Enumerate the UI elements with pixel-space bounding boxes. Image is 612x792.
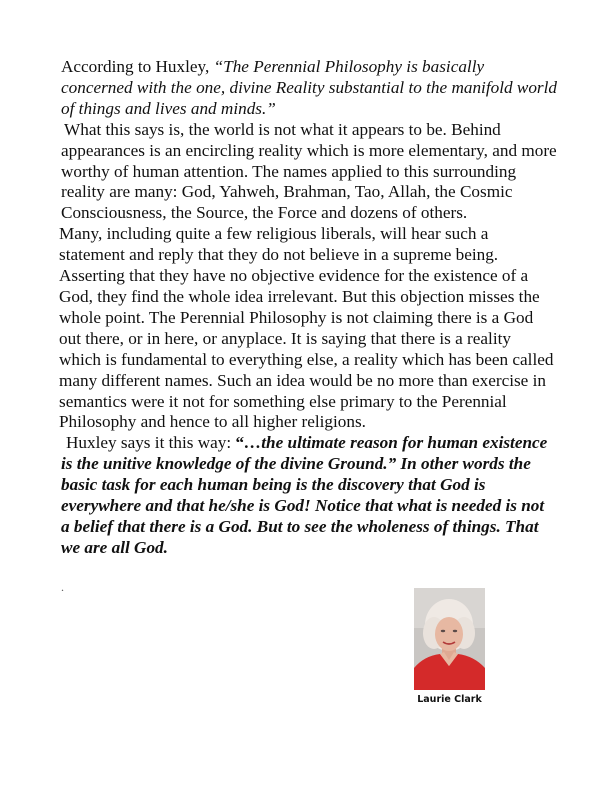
intro-paragraph [61, 57, 557, 120]
objection-paragraph: Many, including quite a few religious liberals, will hear such a statement and reply that they do not believe in a supreme being. Asserting that they have no objective evidence for the existence of a God, they find the whole idea irrelevant. But this objection misses the whole point. The Perennial Philosophy is not claiming there is a God out there, or in here, or anyplace. It is saying that there is a reality which is fundamental to everything else, a reality which has been called many different names. Such an idea would be no more than exercise in semantics were it not for something else primary to the Perennial Philosophy and hence to all higher religions. [59, 224, 554, 432]
author-caption: Laurie Clark [417, 694, 482, 705]
huxley-quote: “The Perennial Philosophy is basically concerned with the one, divine Reality substantial to the manifold world of things and lives and minds.” [61, 57, 557, 118]
stray-mark: . [61, 580, 64, 594]
conclusion-open-quote: “ [235, 433, 245, 453]
conclusion-quote: …the ultimate reason for human existence is the unitive knowledge of the divine Ground.” In other words the basic task for each human being is the discovery that God is everywhere and that he/she is God! Notice that what is needed is not a belief that there is a God. But to see the wholeness of things. That we are all God. [61, 433, 548, 557]
explanation-paragraph: What this says is, the world is not what it appears to be. Behind appearances is an encircling reality which is more elementary, and more worthy of human attention. The names applied to this surrounding reality are many: God, Yahweh, Brahman, Tao, Allah, the Cosmic Consciousness, the Source, the Force and dozens of others. [61, 119, 557, 223]
conclusion-paragraph [61, 433, 557, 558]
author-photo [414, 588, 485, 690]
conclusion-lead: Huxley says it this way: [66, 433, 236, 453]
article-body [61, 57, 557, 559]
intro-lead: According to Huxley, [61, 57, 214, 76]
